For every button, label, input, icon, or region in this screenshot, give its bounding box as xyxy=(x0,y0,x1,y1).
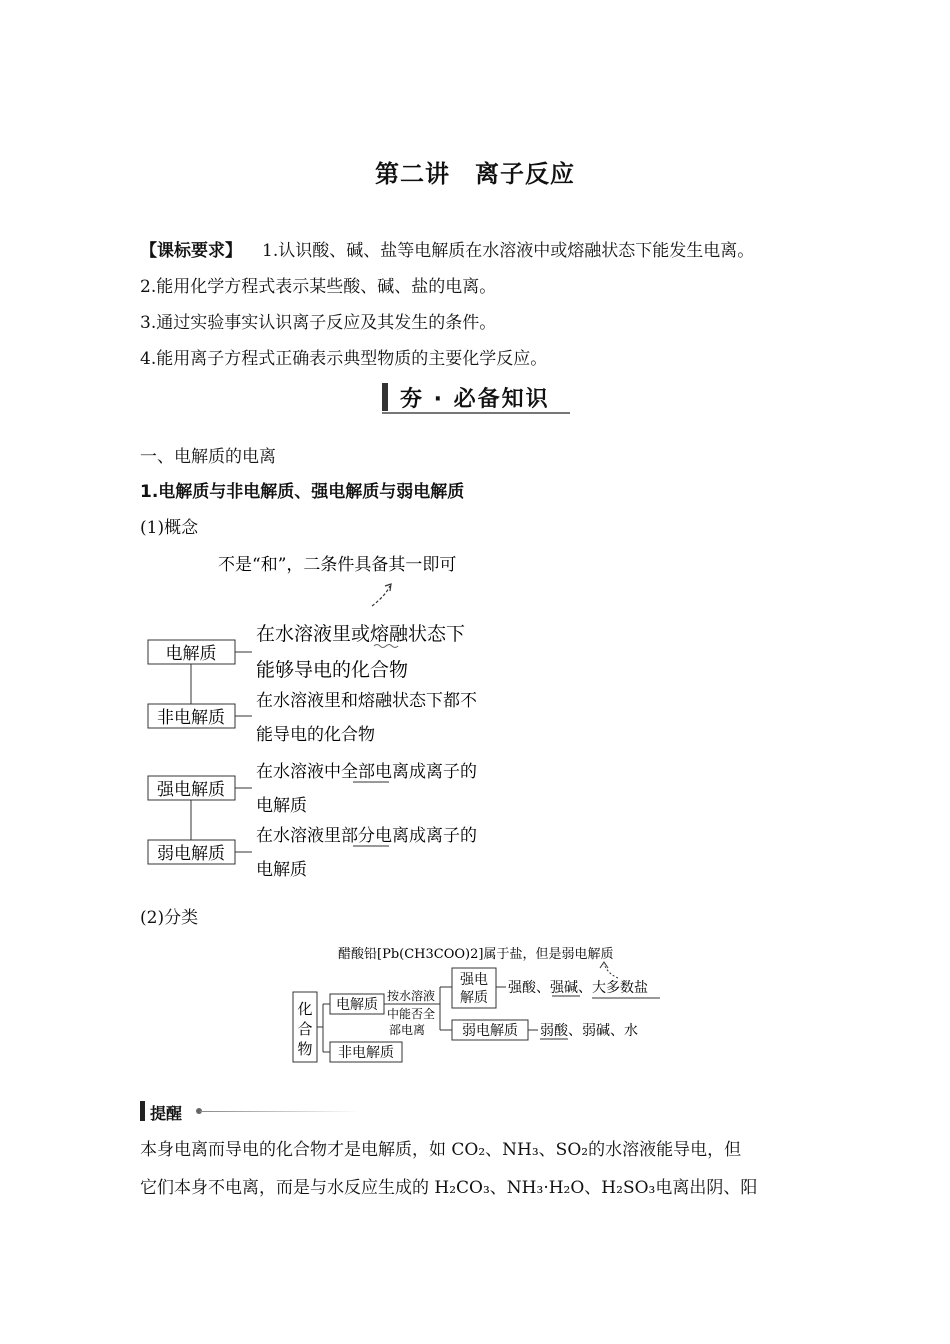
classification-diagram xyxy=(290,940,670,1070)
tip-divider xyxy=(200,1111,360,1112)
nonelectrolyte-def-1: 在水溶液里和熔融状态下都不 xyxy=(256,691,477,711)
requirements-label: 【课标要求】 xyxy=(140,241,242,261)
nonelectrolyte-def-2: 能导电的化合物 xyxy=(256,725,375,745)
criterion-line-3: 部电离 xyxy=(389,1023,426,1037)
banner-text: 夯 · 必备知识 xyxy=(400,387,550,412)
class-note-arrow xyxy=(604,964,618,978)
tip-bar xyxy=(140,1101,145,1121)
weak-items: 弱酸、弱碱、水 xyxy=(540,1023,638,1039)
strong-def-2: 电解质 xyxy=(256,796,307,816)
requirement-item-4: 4.能用离子方程式正确表示典型物质的主要化学反应。 xyxy=(140,349,548,369)
requirement-item-3: 3.通过实验事实认识离子反应及其发生的条件。 xyxy=(140,313,497,333)
nonelectrolyte-label: 非电解质 xyxy=(157,708,225,728)
strong-electrolyte-label: 强电解质 xyxy=(157,780,225,800)
tip-label: 提醒 xyxy=(150,1104,183,1123)
electrolyte-def-1: 在水溶液里或熔融状态下 xyxy=(256,623,466,645)
concept-note: 不是“和”，二条件具备其一即可 xyxy=(218,555,457,575)
criterion-line-2: 中能否全 xyxy=(387,1007,436,1021)
page-title: 第二讲 离子反应 xyxy=(375,160,575,188)
compound-char-2: 合 xyxy=(297,1020,313,1038)
strong-def-1: 在水溶液中全部电离成离子的 xyxy=(256,762,477,782)
weak-def-1: 在水溶液里部分电离成离子的 xyxy=(256,826,477,846)
requirement-item-1: 1.认识酸、碱、盐等电解质在水溶液中或熔融状态下能发生电离。 xyxy=(262,241,755,261)
class-electrolyte-label: 电解质 xyxy=(336,997,378,1013)
requirement-item-2: 2.能用化学方程式表示某些酸、碱、盐的电离。 xyxy=(140,277,497,297)
banner-underline xyxy=(382,412,570,414)
weak-electrolyte-label: 弱电解质 xyxy=(157,844,225,864)
class-strong-line-2: 解质 xyxy=(460,990,488,1006)
banner-bar xyxy=(382,383,388,411)
electrolyte-def-2: 能够导电的化合物 xyxy=(256,659,409,681)
classification-note: 醋酸铅[Pb(CH3COO)2]属于盐，但是弱电解质 xyxy=(338,947,614,962)
weak-def-2: 电解质 xyxy=(256,860,307,880)
note-arrow xyxy=(372,586,390,606)
compound-char-1: 化 xyxy=(297,1000,313,1018)
criterion-line-1: 按水溶液 xyxy=(387,989,436,1003)
classification-heading: (2)分类 xyxy=(140,908,199,928)
class-strong-line-1: 强电 xyxy=(460,972,488,988)
class-weak-label: 弱电解质 xyxy=(462,1023,518,1039)
section-banner xyxy=(382,380,570,414)
requirements-line-1 xyxy=(140,240,754,262)
class-nonelectrolyte-label: 非电解质 xyxy=(338,1045,394,1061)
concept-diagram xyxy=(140,548,520,888)
tip-line-2: 它们本身不电离，而是与水反应生成的 H₂CO₃、NH₃·H₂O、H₂SO₃电离出阴、阳 xyxy=(140,1178,758,1198)
electrolyte-label: 电解质 xyxy=(165,644,217,664)
compound-char-3: 物 xyxy=(297,1040,313,1058)
subsection-heading: 1.电解质与非电解质、强电解质与弱电解质 xyxy=(140,482,465,502)
strong-items: 强酸、强碱、大多数盐 xyxy=(508,980,648,996)
section-heading: 一、电解质的电离 xyxy=(140,447,276,467)
concept-heading: (1)概念 xyxy=(140,518,199,538)
tip-line-1: 本身电离而导电的化合物才是电解质，如 CO₂、NH₃、SO₂的水溶液能导电，但 xyxy=(140,1140,742,1160)
